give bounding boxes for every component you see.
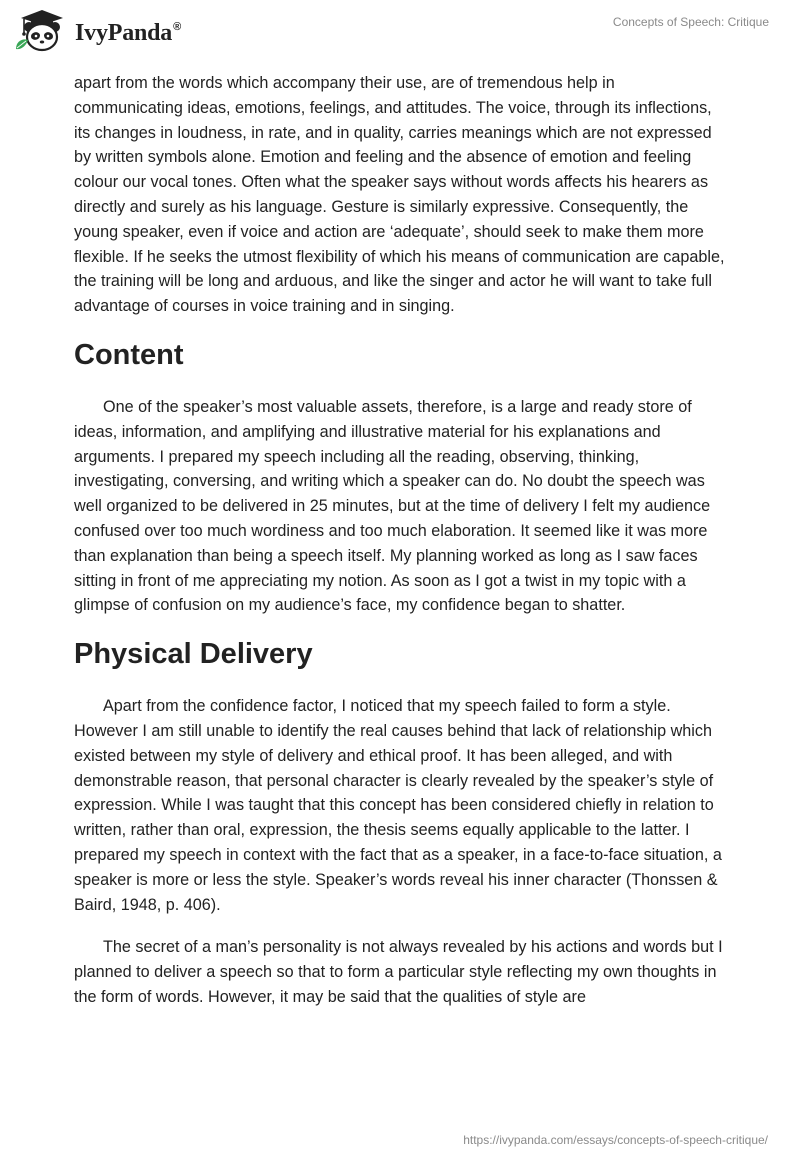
document-title: Concepts of Speech: Critique	[612, 15, 769, 29]
intro-paragraph: apart from the words which accompany their use, are of tremendous help in communicating ideas, emotions, feelings, and attitudes. The voice, through its inflections, its changes in loudness, in rate, and in quality, carries meanings which are not expressed by written symbols alone. Emotion and feeling and the absence of emotion and feeling colour our vocal tones. Often what the speaker says without words affects his hearers as directly and surely as his language. Gesture is similarly expressive. Consequently, the young speaker, even if voice and action are ‘adequate’, should seek to make them more flexible. If he seeks the utmost flexibility of which his means of communication are capable, the training will be long and arduous, and like the singer and actor he will want to take full advantage of courses in voice training and in singing.	[74, 74, 725, 316]
source-url[interactable]: https://ivypanda.com/essays/concepts-of-speech-critique/	[463, 1133, 768, 1147]
article-body	[74, 71, 726, 1028]
panda-graduate-icon	[14, 9, 72, 55]
page-header	[0, 0, 800, 64]
physical-delivery-paragraph-1: Apart from the confidence factor, I noticed that my speech failed to form a style. However I am still unable to identify the real causes behind that lack of relationship which existed between my style of delivery and ethical proof. It has been alleged, and with demonstrable reason, that personal character is clearly revealed by the speaker’s style of expression. While I was taught that this concept has been considered chiefly in relation to written, rather than oral, expression, the thesis seems equally applicable to the latter. I prepared my speech in context with the fact that as a speaker, in a face-to-face situation, a speaker is more or less the style. Speaker’s words reveal his inner character (Thonssen & Baird, 1948, p. 406).	[74, 697, 722, 914]
section-heading-content: Content	[74, 338, 184, 371]
content-paragraph: One of the speaker’s most valuable assets, therefore, is a large and ready store of ideas, information, and amplifying and illustrative material for his explanations and arguments. I prepared my speech including all the reading, observing, thinking, investigating, conversing, and writing which a speaker can do. No doubt the speech was well organized to be delivered in 25 minutes, but at the time of delivery I felt my audience confused over too much wordiness and too much elaboration. It seemed like it was more than explanation than being a speech itself. My planning worked as long as I saw faces sitting in front of me appreciating my notion. As soon as I got a twist in my topic with a glimpse of confusion on my audience’s face, my confidence began to shatter.	[74, 397, 711, 615]
ivypanda-logo[interactable]	[14, 9, 181, 55]
logo-wordmark: IvyPanda®	[75, 19, 182, 46]
physical-delivery-paragraph-2: The secret of a man’s personality is not always revealed by his actions and words but I planned to deliver a speech so that to form a particular style reflecting my own thoughts in the form of words. However, it may be said that the qualities of style are	[74, 938, 723, 1006]
section-heading-physical-delivery: Physical Delivery	[74, 638, 313, 671]
